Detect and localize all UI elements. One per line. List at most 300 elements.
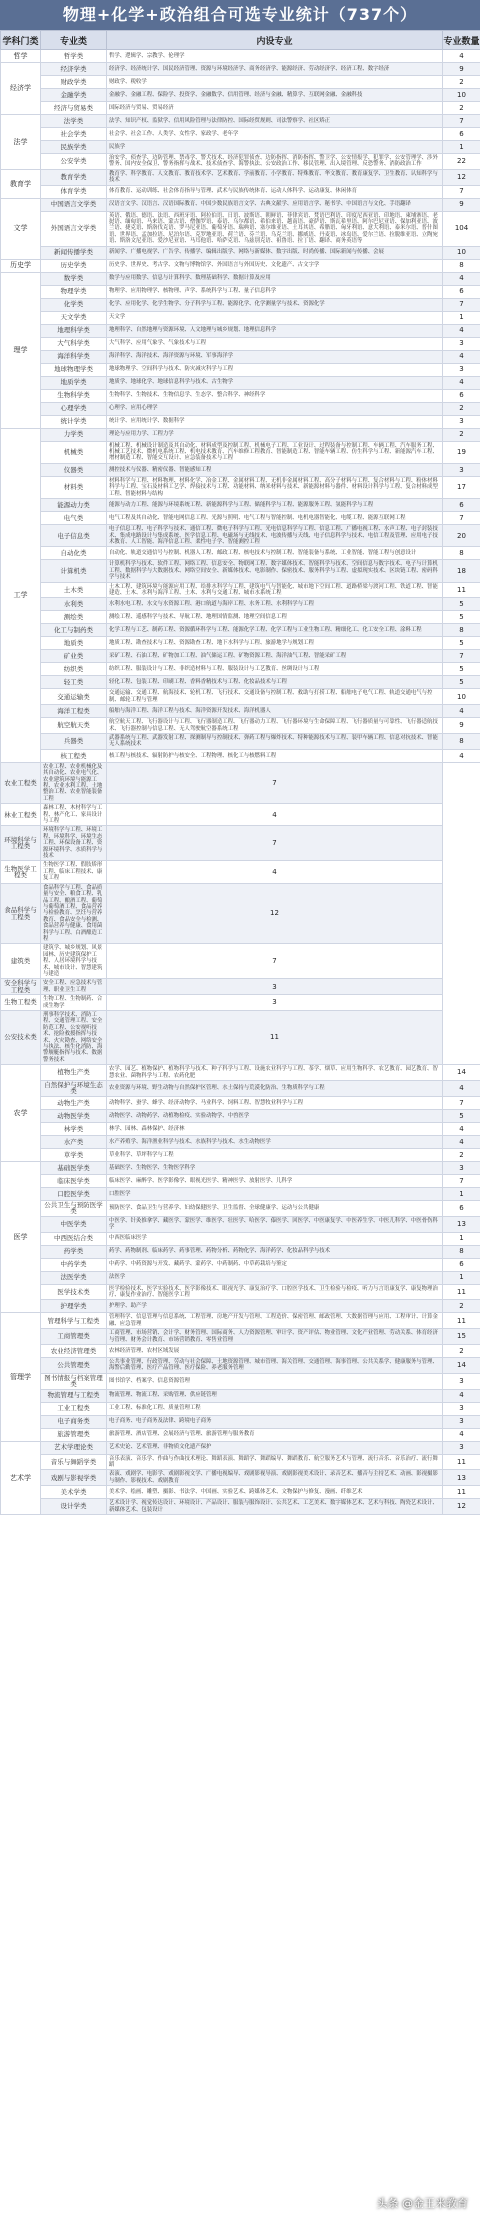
subject-cell: 美术学类 — [41, 1486, 107, 1499]
count-cell: 6 — [443, 1200, 480, 1216]
content-cell: 理论与应用力学、工程力学 — [107, 428, 443, 441]
content-cell: 武器系统与工程、武器发射工程、探测制导与控制技术、弹药工程与爆炸技术、特种能源技术与工程、装甲车辆工程、信息对抗技术、智能无人系统技术 — [107, 733, 443, 749]
content-cell: 农林经济管理、农村区域发展 — [107, 1344, 443, 1357]
content-cell: 航空航天工程、飞行器设计与工程、飞行器制造工程、飞行器动力工程、飞行器环境与生命保障工程、飞行器质量与可靠性、飞行器适航技术、飞行器控制与信息工程、无人驾驶航空器系统工程 — [107, 718, 443, 734]
subject-cell: 化学类 — [41, 298, 107, 311]
content-cell: 安全工程、应急技术与管理、职业卫生工程 — [41, 979, 107, 995]
subject-cell: 哲学类 — [41, 50, 107, 63]
content-cell: 化学、应用化学、化学生物学、分子科学与工程、能源化学、化学测量学与技术、资源化学 — [107, 298, 443, 311]
content-cell: 哲学、逻辑学、宗教学、伦理学 — [107, 50, 443, 63]
content-cell: 地球物理学、空间科学与技术、防灾减灾科学与工程 — [107, 363, 443, 376]
count-cell: 7 — [443, 185, 480, 198]
content-cell: 民族学 — [107, 141, 443, 154]
subject-cell: 水利类 — [41, 598, 107, 611]
content-cell: 采矿工程、石油工程、矿物加工工程、油气储运工程、矿物资源工程、海洋油气工程、智能采矿工程 — [107, 650, 443, 663]
table-row — [1, 1161, 480, 1174]
count-cell: 14 — [443, 1065, 480, 1081]
content-cell: 环境科学与工程、环境工程、环境科学、环境生态工程、环保设备工程、资源环境科学、水质科学与技术 — [41, 826, 107, 861]
table-row — [1, 979, 480, 995]
subject-cell: 管理科学与工程类 — [41, 1313, 107, 1329]
content-cell: 化学工程与工艺、制药工程、资源循环科学与工程、能源化学工程、化学工程与工业生物工程、精细化工、化工安全工程、涂料工程 — [107, 624, 443, 637]
table-row — [1, 50, 480, 63]
subject-cell: 经济学类 — [41, 63, 107, 76]
category-cell: 教育学 — [1, 169, 41, 198]
table-row — [1, 749, 480, 762]
count-cell: 4 — [443, 749, 480, 762]
count-cell: 20 — [443, 525, 480, 547]
category-cell: 工学 — [1, 428, 41, 762]
count-cell: 7 — [443, 512, 480, 525]
count-cell: 19 — [443, 441, 480, 463]
content-cell: 水产养殖学、海洋渔业科学与技术、水族科学与技术、水生动物医学 — [107, 1135, 443, 1148]
content-cell: 国际经济与贸易、贸易经济 — [107, 102, 443, 115]
content-cell: 教育学、科学教育、人文教育、教育技术学、艺术教育、学前教育、小学教育、特殊教育、华文教育、教育康复学、卫生教育、认知科学与技术 — [107, 169, 443, 185]
subject-cell: 生物科学类 — [41, 389, 107, 402]
subject-cell: 中国语言文学类 — [41, 198, 107, 211]
count-cell: 22 — [443, 154, 480, 170]
count-cell: 7 — [107, 826, 443, 861]
table-row — [1, 1148, 480, 1161]
content-cell: 护理学、助产学 — [107, 1300, 443, 1313]
subject-cell: 植物生产类 — [41, 1065, 107, 1081]
subject-cell: 草学类 — [41, 1148, 107, 1161]
count-cell: 2 — [443, 1300, 480, 1313]
table-row — [1, 363, 480, 376]
table-row — [1, 115, 480, 128]
subject-cell: 矿业类 — [41, 650, 107, 663]
content-cell: 机械工程、机械设计制造及其自动化、材料成型及控制工程、机械电子工程、工业设计、过程装备与控制工程、车辆工程、汽车服务工程、机械工艺技术、微机电系统工程、机电技术教育、汽车维修工程教育、智能制造工程、智能车辆工程、仿生科学与工程、新能源汽车工程、增材制造工程、智能交互设计、应急装备技术与工程 — [107, 441, 443, 463]
table-row — [1, 1389, 480, 1402]
subject-cell: 电气类 — [41, 512, 107, 525]
table-row — [1, 169, 480, 185]
count-cell: 5 — [443, 663, 480, 676]
count-cell: 104 — [443, 211, 480, 246]
count-cell: 12 — [443, 169, 480, 185]
subject-cell: 生物工程类 — [1, 995, 41, 1011]
content-cell: 动物科学、蚕学、蜂学、经济动物学、马业科学、饲料工程、智慧牧业科学与工程 — [107, 1096, 443, 1109]
header-subject: 专业类 — [41, 31, 107, 50]
count-cell: 4 — [443, 1081, 480, 1097]
subject-cell: 教育学类 — [41, 169, 107, 185]
count-cell: 7 — [107, 944, 443, 979]
subject-cell: 地球物理学类 — [41, 363, 107, 376]
subject-cell: 航空航天类 — [41, 718, 107, 734]
count-cell: 7 — [443, 1174, 480, 1187]
table-row — [1, 415, 480, 428]
table-row — [1, 1428, 480, 1441]
count-cell: 11 — [443, 1313, 480, 1329]
table-row — [1, 718, 480, 734]
table-row — [1, 298, 480, 311]
category-cell: 理学 — [1, 272, 41, 428]
count-cell: 14 — [443, 1357, 480, 1373]
content-cell: 测控技术与仪器、精密仪器、智能感知工程 — [107, 463, 443, 476]
content-cell: 基础医学、生物医学、生物医学科学 — [107, 1161, 443, 1174]
table-row — [1, 1402, 480, 1415]
subject-cell: 环境科学与工程类 — [1, 826, 41, 861]
major-table — [0, 30, 480, 1515]
table-row — [1, 1258, 480, 1271]
table-row — [1, 883, 480, 944]
count-cell: 3 — [443, 1373, 480, 1389]
table-row — [1, 1313, 480, 1329]
subject-cell: 公安学类 — [41, 154, 107, 170]
table-row — [1, 733, 480, 749]
count-cell: 3 — [107, 995, 443, 1011]
count-cell: 5 — [443, 637, 480, 650]
table-row — [1, 611, 480, 624]
content-cell: 临床医学、麻醉学、医学影像学、眼视光医学、精神医学、放射医学、儿科学 — [107, 1174, 443, 1187]
count-cell: 3 — [443, 363, 480, 376]
content-cell: 食品科学与工程、食品质量与安全、粮食工程、乳品工程、酿酒工程、葡萄与葡萄酒工程、食品营养与检验教育、烹饪与营养教育、食品安全与检测、食品营养与健康、食用菌科学与工程、白酒酿造工程 — [41, 883, 107, 944]
subject-cell: 地质学类 — [41, 376, 107, 389]
count-cell: 3 — [107, 979, 443, 995]
subject-cell: 数学类 — [41, 272, 107, 285]
content-cell: 船舶与海洋工程、海洋工程与技术、海洋资源开发技术、海洋机器人 — [107, 705, 443, 718]
content-cell: 土木工程、建筑环境与能源应用工程、给排水科学与工程、建筑电气与智能化、城市地下空间工程、道路桥梁与渡河工程、铁道工程、智能建造、土木、水利与海洋工程、土木、水利与交通工程、城市水系统工程 — [107, 582, 443, 598]
content-cell: 心理学、应用心理学 — [107, 402, 443, 415]
content-cell: 交通运输、交通工程、航海技术、轮机工程、飞行技术、交通设备与控制工程、救助与打捞工程、船舶电子电气工程、轨道交通电气与控制、邮轮工程与管理 — [107, 689, 443, 705]
table-row — [1, 1284, 480, 1300]
count-cell: 12 — [443, 1499, 480, 1515]
subject-cell: 水产类 — [41, 1135, 107, 1148]
subject-cell: 统计学类 — [41, 415, 107, 428]
subject-cell: 测绘类 — [41, 611, 107, 624]
table-row — [1, 463, 480, 476]
subject-cell: 交通运输类 — [41, 689, 107, 705]
subject-cell: 农业经济管理类 — [41, 1344, 107, 1357]
table-row — [1, 246, 480, 259]
count-cell: 1 — [443, 1271, 480, 1284]
table-row — [1, 1499, 480, 1515]
content-cell: 农业工程、农业机械化及其自动化、农业电气化、农业建筑环境与能源工程、农业水利工程、土地整治工程、农业智能装备工程 — [41, 762, 107, 803]
subject-cell: 社会学类 — [41, 128, 107, 141]
count-cell: 13 — [443, 1470, 480, 1486]
count-cell: 2 — [443, 402, 480, 415]
count-cell: 8 — [443, 733, 480, 749]
subject-cell: 公共卫生与预防医学类 — [41, 1200, 107, 1216]
count-cell: 15 — [443, 1329, 480, 1345]
subject-cell: 医学技术类 — [41, 1284, 107, 1300]
count-cell: 6 — [443, 389, 480, 402]
subject-cell: 仪器类 — [41, 463, 107, 476]
content-cell: 地质工程、勘查技术与工程、资源勘查工程、地下水科学与工程、旅游地学与规划工程 — [107, 637, 443, 650]
subject-cell: 经济与贸易类 — [41, 102, 107, 115]
subject-cell: 中药学类 — [41, 1258, 107, 1271]
count-cell: 2 — [443, 1148, 480, 1161]
count-cell: 11 — [107, 1011, 443, 1065]
content-cell: 材料科学与工程、材料物理、材料化学、冶金工程、金属材料工程、无机非金属材料工程、高分子材料与工程、复合材料与工程、粉体材料科学与工程、宝石及材料工艺学、焊接技术与工程、功能材料、纳米材料与技术、新能源材料与器件、材料设计科学与工程、复合材料成型工程、智能材料与结构 — [107, 476, 443, 498]
table-row — [1, 598, 480, 611]
content-cell: 美术学、绘画、雕塑、摄影、书法学、中国画、实验艺术、跨媒体艺术、文物保护与修复、漫画、纤维艺术 — [107, 1486, 443, 1499]
table-row — [1, 637, 480, 650]
subject-cell: 天文学类 — [41, 311, 107, 324]
count-cell: 12 — [107, 883, 443, 944]
subject-cell: 药学类 — [41, 1245, 107, 1258]
subject-cell: 核工程类 — [41, 749, 107, 762]
count-cell: 4 — [443, 376, 480, 389]
content-cell: 纺织工程、服装设计与工程、非织造材料与工程、服装设计与工艺教育、丝绸设计与工程 — [107, 663, 443, 676]
subject-cell: 外国语言文学类 — [41, 211, 107, 246]
table-row — [1, 1344, 480, 1357]
subject-cell: 物流管理与工程类 — [41, 1389, 107, 1402]
count-cell: 11 — [443, 1486, 480, 1499]
content-cell: 计算机科学与技术、软件工程、网络工程、信息安全、物联网工程、数字媒体技术、智能科学与技术、空间信息与数字技术、电子与计算机工程、数据科学与大数据技术、网络空间安全、新媒体技术、电影制作、保密技术、服务科学与工程、虚拟现实技术、区块链工程、密码科学与技术 — [107, 560, 443, 582]
subject-cell: 林学类 — [41, 1122, 107, 1135]
subject-cell: 工商管理类 — [41, 1329, 107, 1345]
table-row — [1, 128, 480, 141]
table-row — [1, 154, 480, 170]
table-row — [1, 663, 480, 676]
count-cell: 4 — [443, 705, 480, 718]
count-cell: 4 — [107, 861, 443, 883]
subject-cell: 心理学类 — [41, 402, 107, 415]
count-cell: 11 — [443, 1454, 480, 1470]
subject-cell: 艺术学理论类 — [41, 1441, 107, 1454]
table-row — [1, 1200, 480, 1216]
subject-cell: 生物医学工程类 — [1, 861, 41, 883]
table-row — [1, 476, 480, 498]
count-cell: 3 — [443, 1441, 480, 1454]
count-cell: 11 — [443, 582, 480, 598]
table-row — [1, 1271, 480, 1284]
subject-cell: 历史学类 — [41, 259, 107, 272]
content-cell: 动物医学、动物药学、动植物检疫、实验动物学、中兽医学 — [107, 1109, 443, 1122]
content-cell: 治安学、侦查学、边防管理、禁毒学、警犬技术、经济犯罪侦查、边防指挥、消防指挥、警卫学、公安情报学、犯罪学、公安管理学、涉外警务、国内安全保卫、警务指挥与战术、技术侦查学、海警执法、公安政治工作、移民管理、出入境管理、反恐警务、消防政治工作 — [107, 154, 443, 170]
category-cell: 法学 — [1, 115, 41, 170]
count-cell: 2 — [443, 76, 480, 89]
subject-cell: 地理科学类 — [41, 324, 107, 337]
subject-cell: 戏剧与影视学类 — [41, 1470, 107, 1486]
subject-cell: 自动化类 — [41, 547, 107, 560]
subject-cell: 食品科学与工程类 — [1, 883, 41, 944]
subject-cell: 中医学类 — [41, 1216, 107, 1232]
table-row — [1, 76, 480, 89]
table-row — [1, 1245, 480, 1258]
subject-cell: 中西医结合类 — [41, 1232, 107, 1245]
content-cell: 旅游管理、酒店管理、会展经济与管理、旅游管理与服务教育 — [107, 1428, 443, 1441]
count-cell: 3 — [443, 337, 480, 350]
count-cell: 7 — [443, 650, 480, 663]
count-cell: 13 — [443, 1216, 480, 1232]
table-row — [1, 1216, 480, 1232]
count-cell: 1 — [443, 311, 480, 324]
subject-cell: 口腔医学类 — [41, 1187, 107, 1200]
table-row — [1, 804, 480, 826]
content-cell: 能源与动力工程、能源与环境系统工程、新能源科学与工程、储能科学与工程、能源服务工程、氢能科学与工程 — [107, 499, 443, 512]
count-cell: 10 — [443, 689, 480, 705]
content-cell: 水利水电工程、水文与水资源工程、港口航道与海岸工程、水务工程、水利科学与工程 — [107, 598, 443, 611]
subject-cell: 纺织类 — [41, 663, 107, 676]
count-cell: 10 — [443, 89, 480, 102]
content-cell: 艺术设计学、视觉传达设计、环境设计、产品设计、服装与服饰设计、公共艺术、工艺美术、数字媒体艺术、艺术与科技、陶瓷艺术设计、新媒体艺术、包装设计 — [107, 1499, 443, 1515]
table-row — [1, 1081, 480, 1097]
content-cell: 金融学、金融工程、保险学、投资学、金融数学、信用管理、经济与金融、精算学、互联网金融、金融科技 — [107, 89, 443, 102]
count-cell: 6 — [443, 1258, 480, 1271]
content-cell: 农业资源与环境、野生动物与自然保护区管理、水土保持与荒漠化防治、生物质科学与工程 — [107, 1081, 443, 1097]
subject-cell: 新闻传播学类 — [41, 246, 107, 259]
table-row — [1, 1174, 480, 1187]
content-cell: 社会学、社会工作、人类学、女性学、家政学、老年学 — [107, 128, 443, 141]
category-cell: 艺术学 — [1, 1441, 41, 1514]
content-cell: 图书馆学、档案学、信息资源管理 — [107, 1373, 443, 1389]
table-row — [1, 1470, 480, 1486]
subject-cell: 建筑类 — [1, 944, 41, 979]
subject-cell: 能源动力类 — [41, 499, 107, 512]
table-row — [1, 499, 480, 512]
table-row — [1, 512, 480, 525]
subject-cell: 民族学类 — [41, 141, 107, 154]
table-row — [1, 547, 480, 560]
subject-cell: 土木类 — [41, 582, 107, 598]
table-row — [1, 1096, 480, 1109]
table-row — [1, 337, 480, 350]
table-body — [1, 50, 480, 1515]
count-cell: 3 — [443, 463, 480, 476]
table-row — [1, 402, 480, 415]
count-cell: 11 — [443, 1284, 480, 1300]
content-cell: 生物工程、生物制药、合成生物学 — [41, 995, 107, 1011]
content-cell: 建筑学、城乡规划、风景园林、历史建筑保护工程、人居环境科学与技术、城市设计、智慧建筑与建造 — [41, 944, 107, 979]
table-row — [1, 1122, 480, 1135]
table-row — [1, 1415, 480, 1428]
content-cell: 草业科学、草坪科学与工程 — [107, 1148, 443, 1161]
count-cell: 8 — [443, 259, 480, 272]
subject-cell: 基础医学类 — [41, 1161, 107, 1174]
table-row — [1, 624, 480, 637]
table-row — [1, 1135, 480, 1148]
count-cell: 3 — [443, 1415, 480, 1428]
table-row — [1, 560, 480, 582]
table-row — [1, 676, 480, 689]
table-row — [1, 350, 480, 363]
table-row — [1, 1187, 480, 1200]
table-row — [1, 102, 480, 115]
table-row — [1, 185, 480, 198]
category-cell: 医学 — [1, 1161, 41, 1312]
subject-cell: 力学类 — [41, 428, 107, 441]
category-cell: 经济学 — [1, 63, 41, 115]
subject-cell: 电子商务类 — [41, 1415, 107, 1428]
content-cell: 大气科学、应用气象学、气象技术与工程 — [107, 337, 443, 350]
count-cell: 9 — [443, 718, 480, 734]
count-cell: 4 — [443, 1135, 480, 1148]
content-cell: 英语、俄语、德语、法语、西班牙语、阿拉伯语、日语、波斯语、朝鲜语、菲律宾语、梵语巴利语、印度尼西亚语、印地语、柬埔寨语、老挝语、缅甸语、马来语、蒙古语、僧伽罗语、泰语、乌尔都语、希伯来语、越南语、豪萨语、斯瓦希里语、阿尔巴尼亚语、保加利亚语、波兰语、捷克语、斯洛伐克语、罗马尼亚语、葡萄牙语、瑞典语、塞尔维亚语、土耳其语、希腊语、匈牙利语、意大利语、泰米尔语、普什图语、世界语、孟加拉语、尼泊尔语、克罗地亚语、荷兰语、芬兰语、乌克兰语、挪威语、丹麦语、冰岛语、爱尔兰语、拉脱维亚语、立陶宛语、斯洛文尼亚语、爱沙尼亚语、马耳他语、哈萨克语、乌兹别克语、祖鲁语、拉丁语、翻译、商务英语等 — [107, 211, 443, 246]
content-cell: 电子商务、电子商务及法律、跨境电子商务 — [107, 1415, 443, 1428]
table-row — [1, 141, 480, 154]
table-row — [1, 428, 480, 441]
table-row — [1, 861, 480, 883]
table-row — [1, 1454, 480, 1470]
subject-cell: 体育学类 — [41, 185, 107, 198]
category-cell: 文学 — [1, 198, 41, 259]
table-row — [1, 762, 480, 803]
table-row — [1, 944, 480, 979]
content-cell: 海洋科学、海洋技术、海洋资源与环境、军事海洋学 — [107, 350, 443, 363]
count-cell: 3 — [443, 415, 480, 428]
count-cell: 1 — [443, 1232, 480, 1245]
subject-cell: 材料类 — [41, 476, 107, 498]
count-cell: 4 — [443, 350, 480, 363]
table-row — [1, 1373, 480, 1389]
header-category: 学科门类 — [1, 31, 41, 50]
count-cell: 8 — [443, 1245, 480, 1258]
category-cell: 历史学 — [1, 259, 41, 272]
subject-cell: 旅游管理类 — [41, 1428, 107, 1441]
table-row — [1, 198, 480, 211]
category-cell: 管理学 — [1, 1313, 41, 1441]
subject-cell: 轻工类 — [41, 676, 107, 689]
content-cell: 法医学 — [107, 1271, 443, 1284]
table-row — [1, 1329, 480, 1345]
content-cell: 管理科学、信息管理与信息系统、工程管理、房地产开发与管理、工程造价、保密管理、邮政管理、大数据管理与应用、工程审计、计算金融、应急管理 — [107, 1313, 443, 1329]
table-row — [1, 995, 480, 1011]
count-cell: 10 — [443, 246, 480, 259]
count-cell: 6 — [443, 499, 480, 512]
table-row — [1, 1357, 480, 1373]
subject-cell: 自然保护与环境生态类 — [41, 1081, 107, 1097]
count-cell: 1 — [443, 1187, 480, 1200]
count-cell: 2 — [443, 1344, 480, 1357]
count-cell: 5 — [443, 1109, 480, 1122]
table-row — [1, 259, 480, 272]
category-cell: 哲学 — [1, 50, 41, 63]
subject-cell: 工业工程类 — [41, 1402, 107, 1415]
count-cell: 3 — [443, 1161, 480, 1174]
subject-cell: 动物生产类 — [41, 1096, 107, 1109]
count-cell: 4 — [443, 272, 480, 285]
subject-cell: 农业工程类 — [1, 762, 41, 803]
subject-cell: 公共管理类 — [41, 1357, 107, 1373]
category-cell: 农学 — [1, 1065, 41, 1162]
count-cell: 4 — [443, 1428, 480, 1441]
table-row — [1, 650, 480, 663]
count-cell: 7 — [443, 298, 480, 311]
content-cell: 天文学 — [107, 311, 443, 324]
subject-cell: 动物医学类 — [41, 1109, 107, 1122]
content-cell: 测绘工程、遥感科学与技术、导航工程、地理国情监测、地理空间信息工程 — [107, 611, 443, 624]
subject-cell: 公安技术类 — [1, 1011, 41, 1065]
content-cell: 医学检验技术、医学实验技术、医学影像技术、眼视光学、康复治疗学、口腔医学技术、卫生检验与检疫、听力与言语康复学、康复物理治疗、康复作业治疗、智能医学工程 — [107, 1284, 443, 1300]
count-cell: 4 — [107, 804, 443, 826]
content-cell: 历史学、世界史、考古学、文物与博物馆学、外国语言与外国历史、文化遗产、古文字学 — [107, 259, 443, 272]
content-cell: 公共事业管理、行政管理、劳动与社会保障、土地资源管理、城市管理、海关管理、交通管理、海事管理、公共关系学、健康服务与管理、海警后勤管理、医疗产品管理、医疗保险、养老服务管理 — [107, 1357, 443, 1373]
count-cell: 8 — [443, 547, 480, 560]
table-row — [1, 324, 480, 337]
table-row — [1, 689, 480, 705]
content-cell: 生物科学、生物技术、生物信息学、生态学、整合科学、神经科学 — [107, 389, 443, 402]
table-row — [1, 311, 480, 324]
subject-cell: 计算机类 — [41, 560, 107, 582]
count-cell: 9 — [443, 63, 480, 76]
subject-cell: 兵器类 — [41, 733, 107, 749]
content-cell: 艺术史论、艺术管理、非物质文化遗产保护 — [107, 1441, 443, 1454]
content-cell: 法学、知识产权、监狱学、信用风险管理与法律防控、国际经贸规则、司法警察学、社区矫正 — [107, 115, 443, 128]
content-cell: 财政学、税收学 — [107, 76, 443, 89]
table-row — [1, 389, 480, 402]
count-cell: 6 — [443, 128, 480, 141]
table-row — [1, 272, 480, 285]
content-cell: 电子信息工程、电子科学与技术、通信工程、微电子科学与工程、光电信息科学与工程、信息工程、广播电视工程、水声工程、电子封装技术、集成电路设计与集成系统、医学信息工程、电磁场与无线技术、电波传播与天线、电子信息科学与技术、电信工程及管理、应用电子技术教育、人工智能、海洋信息工程、柔性电子学、智能测控工程 — [107, 525, 443, 547]
subject-cell: 金融学类 — [41, 89, 107, 102]
count-cell: 8 — [443, 624, 480, 637]
content-cell: 口腔医学 — [107, 1187, 443, 1200]
content-cell: 地质学、地球化学、地球信息科学与技术、古生物学 — [107, 376, 443, 389]
content-cell: 新闻学、广播电视学、广告学、传播学、编辑出版学、网络与新媒体、数字出版、时尚传播、国际新闻与传播、会展 — [107, 246, 443, 259]
count-cell: 4 — [443, 1389, 480, 1402]
content-cell: 统计学、应用统计学、数据科学 — [107, 415, 443, 428]
subject-cell: 图书情报与档案管理类 — [41, 1373, 107, 1389]
